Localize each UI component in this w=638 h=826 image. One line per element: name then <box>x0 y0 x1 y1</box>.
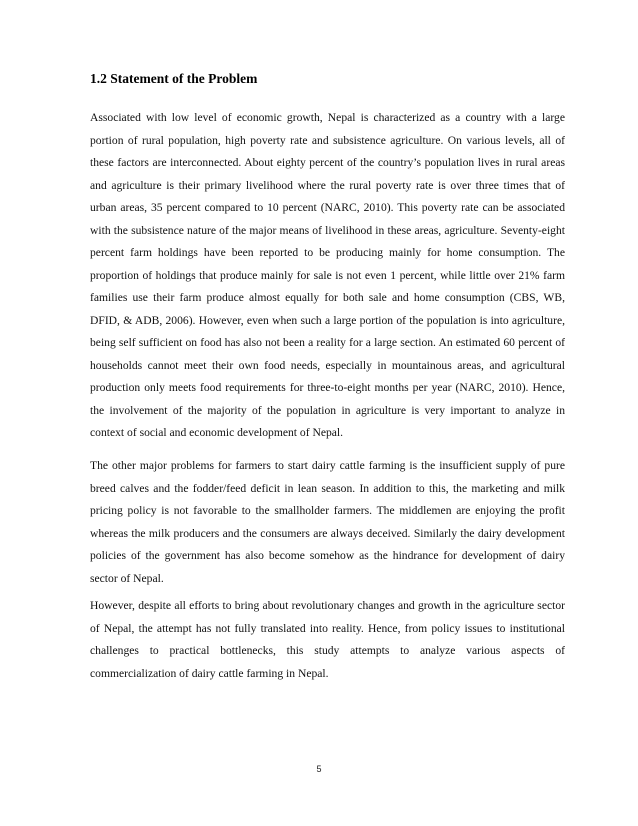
page-number: 5 <box>316 764 322 774</box>
paragraph-poverty-agriculture: Associated with low level of economic growth, Nepal is characterized as a country with a large portion of rural population, high poverty rate and subsistence agriculture. On various levels, all of these factors are interconnected. About eighty percent of the country’s population lives in rural areas and agriculture is their primary livelihood where the rural poverty rate is over three times that of urban areas, 35 percent compared to 10 percent (NARC, 2010). This poverty rate can be associated with the subsistence nature of the major means of livelihood in these areas, agriculture. Seventy-eight percent farm holdings have been reported to be producing mainly for home consumption. The proportion of holdings that produce mainly for sale is not even 1 percent, while little over 21% farm families use their farm produce almost equally for both sale and home consumption (CBS, WB, DFID, & ADB, 2006). However, even when such a large portion of the population is into agriculture, being self sufficient on food has also not been a reality for a large section. An estimated 60 percent of households cannot meet their own food needs, especially in mountainous areas, and agricultural production only meets food requirements for three-to-eight months per year (NARC, 2010). Hence, the involvement of the majority of the population in agriculture is very important to analyze in context of social and economic development of Nepal. <box>90 111 565 439</box>
paragraph-study-aim: However, despite all efforts to bring about revolutionary changes and growth in the agriculture sector of Nepal, the attempt has not fully translated into reality. Hence, from policy issues to institutional challenges to practical bottlenecks, this study attempts to analyze various aspects of commercialization of dairy cattle farming in Nepal. <box>90 599 565 680</box>
section-heading: 1.2 Statement of the Problem <box>90 71 258 86</box>
paragraph-dairy-problems: The other major problems for farmers to start dairy cattle farming is the insufficient supply of pure breed calves and the fodder/feed deficit in lean season. In addition to this, the marketing and milk pricing policy is not favorable to the smallholder farmers. The middlemen are enjoying the profit whereas the milk producers and the consumers are always deceived. Similarly the dairy development policies of the government has also become somehow as the hindrance for development of dairy sector of Nepal. <box>90 459 565 585</box>
